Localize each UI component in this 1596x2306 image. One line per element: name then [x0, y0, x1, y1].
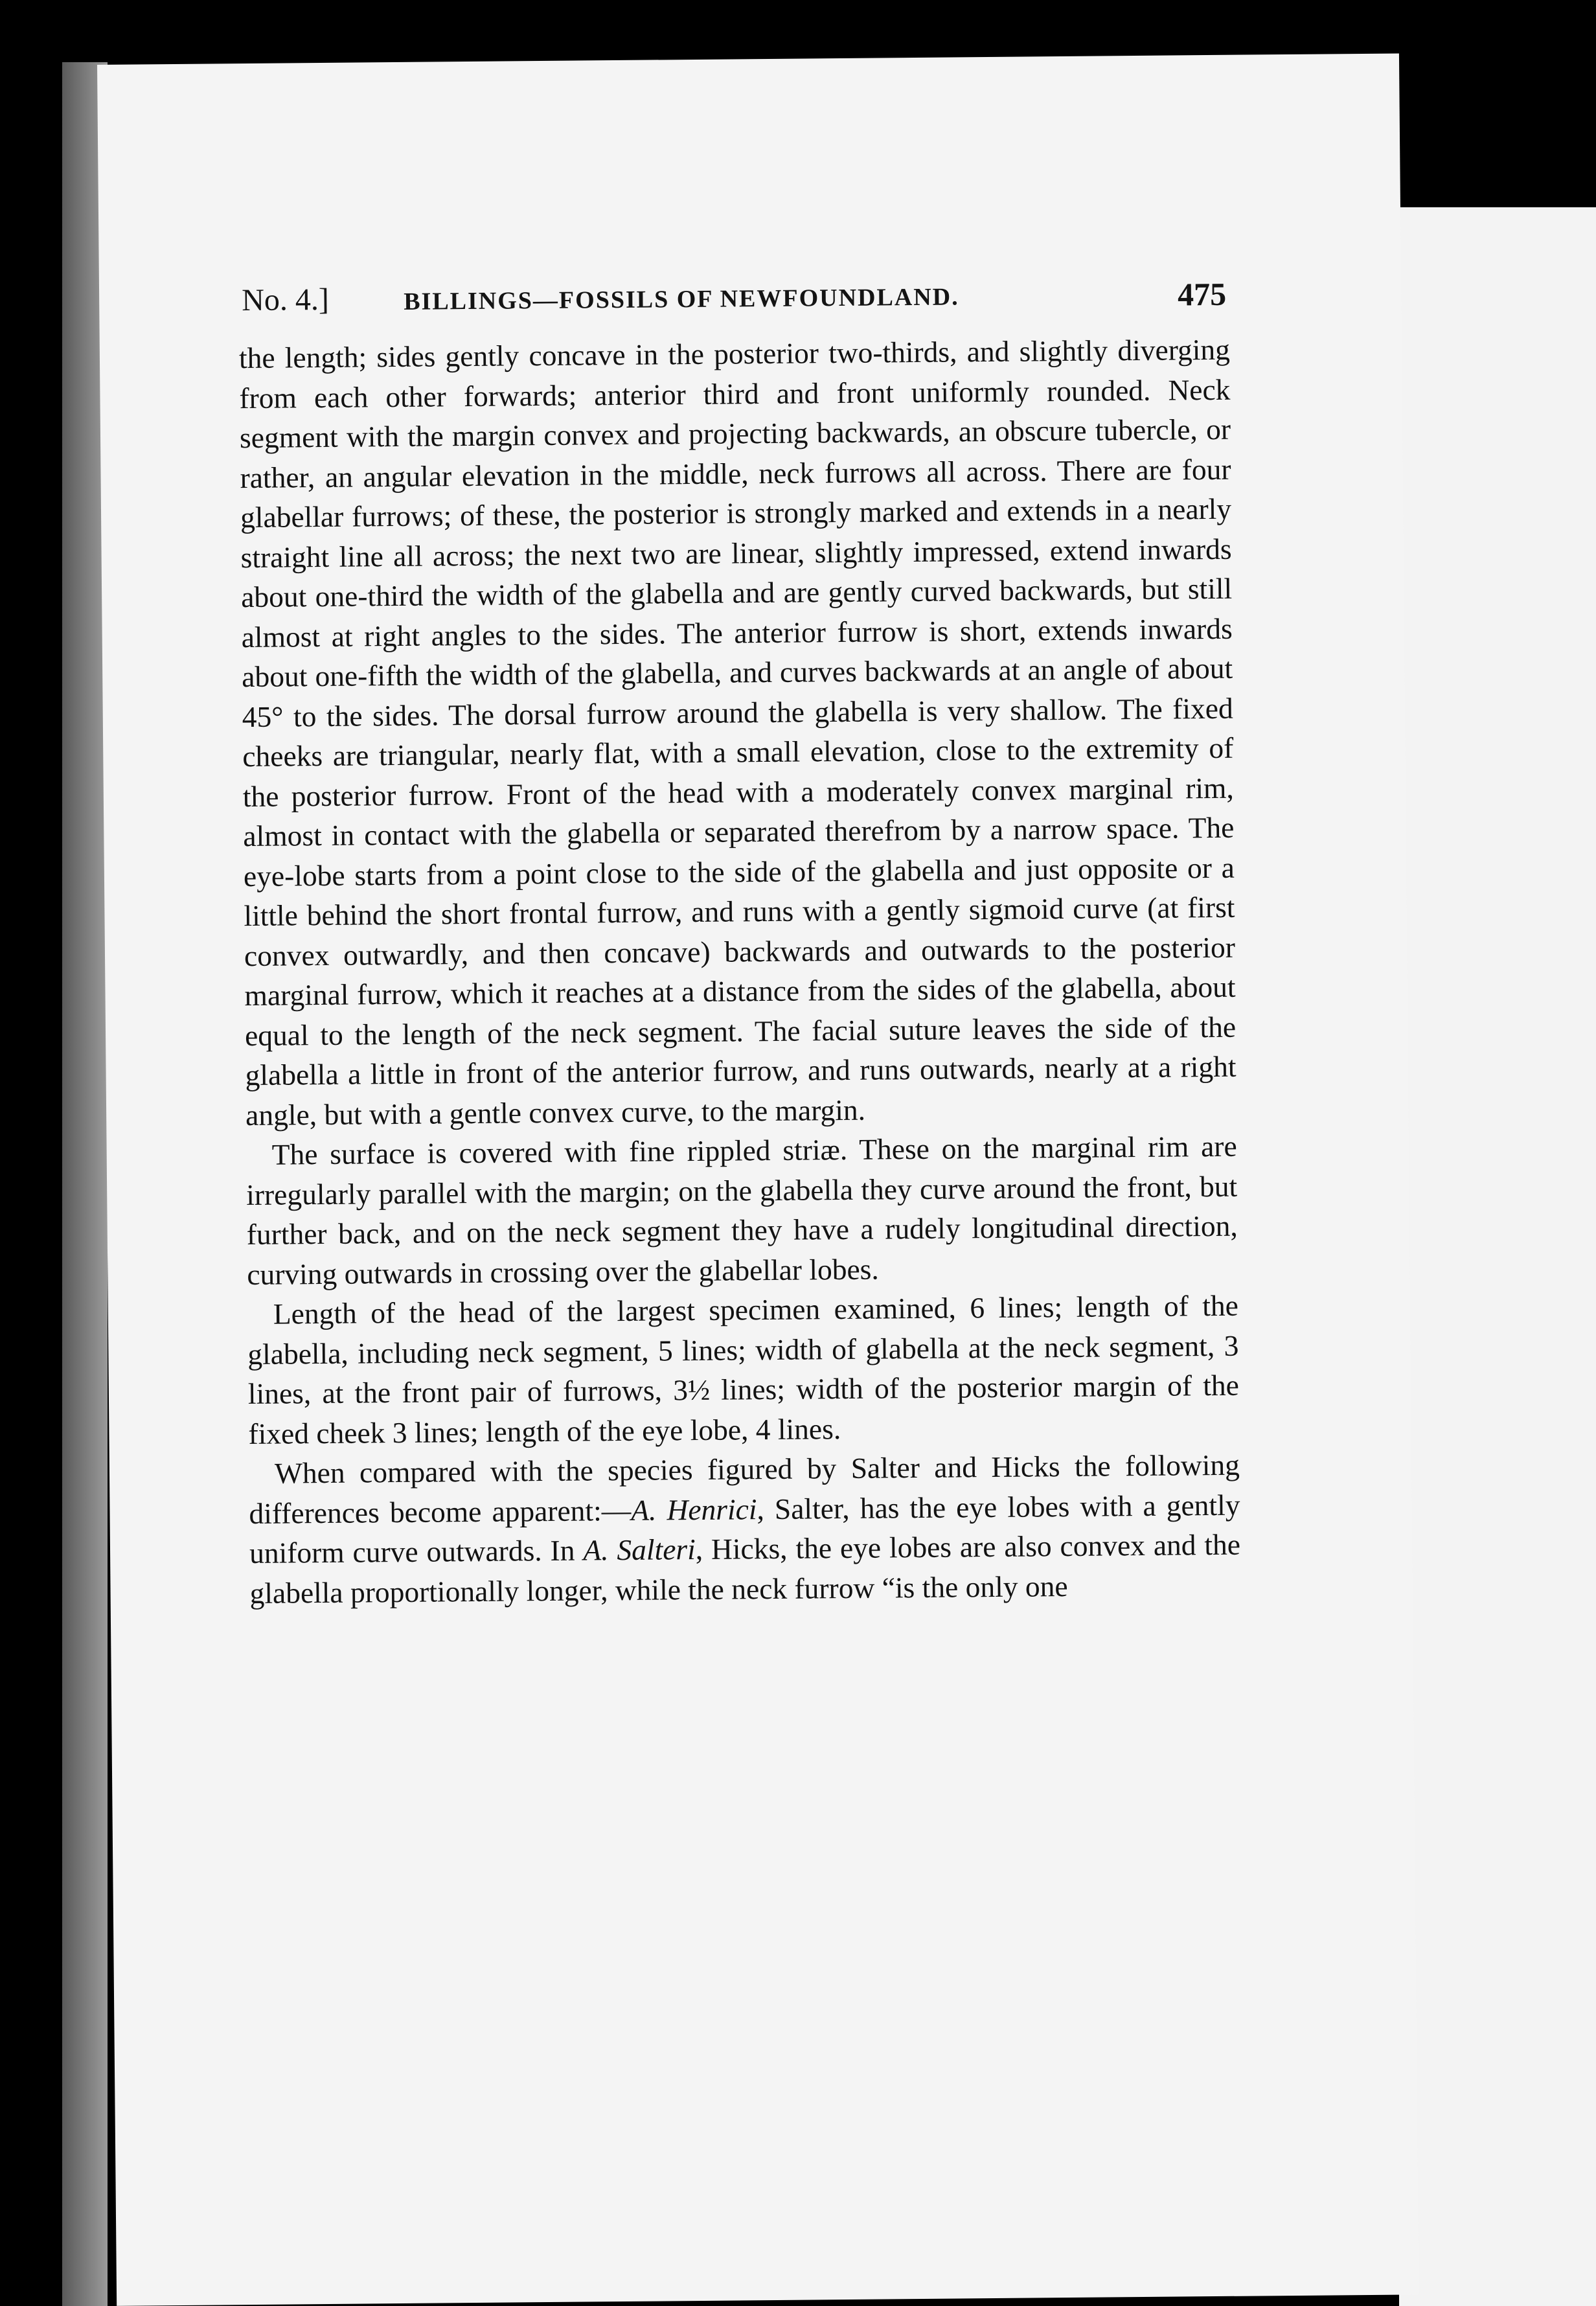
issue-number: No. 4.] — [241, 282, 330, 318]
paragraph-4-part3: , Hicks, the eye lobes are also convex and the glabella proportionally longer, while the neck furrow “is the only one — [249, 1527, 1241, 1610]
page-number: 475 — [1177, 275, 1227, 313]
paragraph-2: The surface is covered with fine rippled striæ. These on the marginal rim are irregularly parallel with the margin; on the glabella they curve around the front, but further back, and on the neck segment they have a rudely longitudinal direction, curving outwards in crossing over the glabellar lobes. — [246, 1129, 1238, 1291]
paragraph-4-part1: When compared with the species figured by Salter and Hicks the following differences become apparent:— — [249, 1448, 1240, 1530]
paragraph-4-part2: , Salter, has the eye lobes with a gently uniform curve outwards. In — [249, 1488, 1240, 1570]
back-sheet — [1399, 207, 1596, 2306]
paragraph-1: the length; sides gently concave in the posterior two-thirds, and slightly diverging from each other forwards; anterior third and front uniformly rounded. Neck segment with the margin convex and projecting backwards, an obscure tubercle, or rather, an angular elevation in the middle, neck furrows all across. There are four glabellar furrows; of these, the posterior is strongly marked and extends in a nearly straight line all across; the next two are linear, slightly impressed, extend inwards about one-third the width of the glabella and are gently curved backwards, but still almost at right angles to the sides. The anterior furrow is short, extends inwards about one-fifth the width of the glabella, and curves backwards at an angle of about 45° to the sides. The dorsal furrow around the glabella is very shallow. The fixed cheeks are triangular, nearly flat, with a small elevation, close to the extremity of the posterior furrow. Front of the head with a moderately convex marginal rim, almost in contact with the glabella or separated therefrom by a narrow space. The eye-lobe starts from a point close to the side of the glabella and just opposite or a little behind the short frontal furrow, and runs with a gently sigmoid curve (at first convex outwardly, and then concave) backwards and outwards to the posterior marginal furrow, which it reaches at a distance from the sides of the glabella, about equal to the length of the neck segment. The facial suture leaves the side of the glabella a little in front of the anterior furrow, and runs outwards, nearly at a right angle, but with a gentle convex curve, to the margin. — [238, 332, 1237, 1132]
paragraph-3: Length of the head of the largest specimen examined, 6 lines; length of the glabella, including neck segment, 5 lines; width of glabella at the neck segment, 3 lines, at the front pair of furrows, 3½ lines; width of the posterior margin of the fixed cheek 3 lines; length of the eye lobe, 4 lines. — [247, 1288, 1240, 1450]
running-title: BILLINGS—FOSSILS OF NEWFOUNDLAND. — [404, 283, 959, 315]
species-name-henrici: A. Henrici — [630, 1492, 757, 1527]
species-name-salteri: A. Salteri — [583, 1533, 696, 1567]
book-page — [97, 53, 1419, 2305]
paragraph-4 — [249, 1445, 1241, 1613]
running-head — [242, 268, 1227, 328]
body-text — [239, 330, 1241, 1613]
